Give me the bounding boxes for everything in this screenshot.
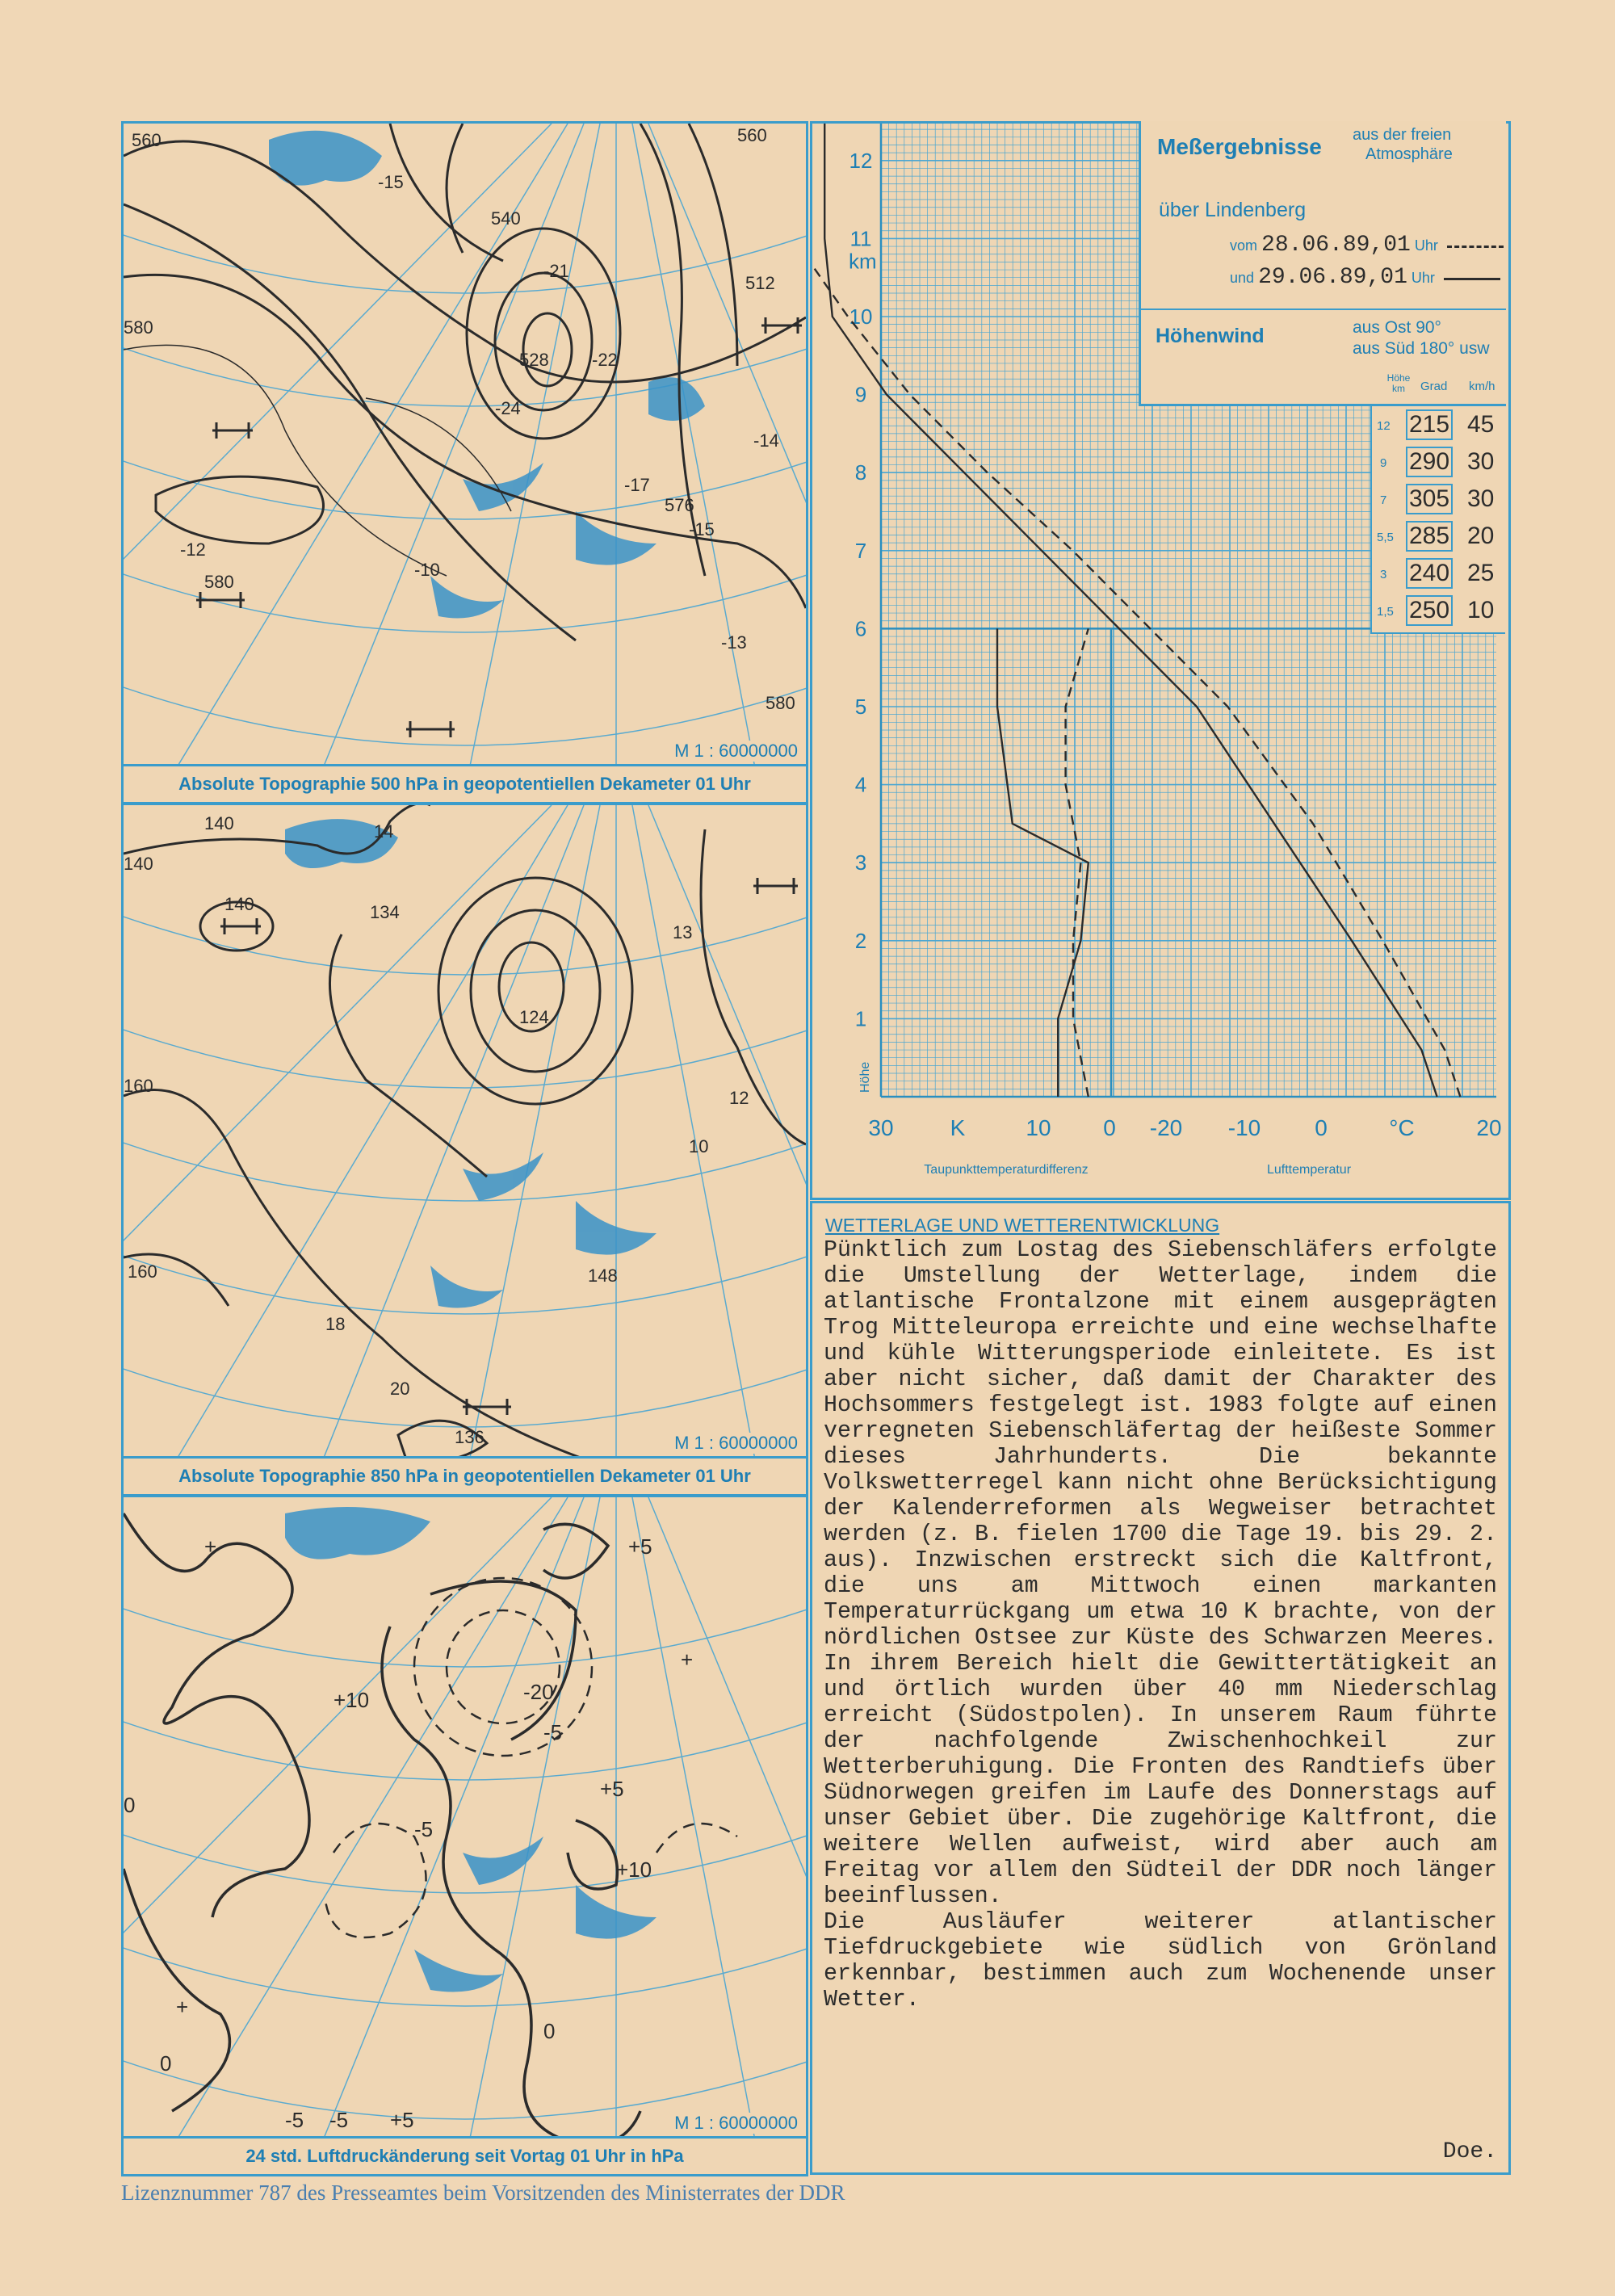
legend-prefix-2: und <box>1230 270 1255 286</box>
map-pressure-change <box>121 1495 808 2176</box>
map-pressure-change-label: -20 <box>523 1680 554 1704</box>
y-tick-label: 6 <box>854 616 867 641</box>
legend-solid-line <box>1444 278 1500 280</box>
map-pressure-change-label: +5 <box>600 1777 624 1801</box>
wind-speed: 10 <box>1467 597 1495 623</box>
map-850hpa-label: 148 <box>588 1266 618 1286</box>
x-tick-label: 0 <box>1103 1115 1116 1140</box>
map-850hpa <box>121 803 808 1496</box>
map-850hpa-label: 20 <box>390 1379 410 1399</box>
info-header-2b: Atmosphäre <box>1365 145 1453 163</box>
wind-height: 5,5 <box>1377 531 1394 544</box>
wind-speed: 45 <box>1467 411 1495 438</box>
weather-title: WETTERLAGE UND WETTERENTWICKLUNG <box>825 1215 1220 1236</box>
license-footer: Lizenznummer 787 des Presseamtes beim Vorsitzenden des Ministerrates der DDR <box>121 2181 845 2205</box>
wind-col-deg: Grad <box>1420 380 1448 393</box>
map-pressure-change-label: +5 <box>390 2108 414 2132</box>
map-850hpa-caption: Absolute Topographie 850 hPa in geopotentiellen Dekameter 01 Uhr <box>124 1456 806 1494</box>
map-pressure-change-drawing <box>124 1497 806 2174</box>
y-axis-title: Höhe <box>858 1061 872 1093</box>
y-axis-unit: km <box>849 249 877 274</box>
map-850hpa-label: 12 <box>729 1088 749 1108</box>
map-500hpa-label: 560 <box>737 125 767 145</box>
map-pressure-change-caption: 24 std. Luftdruckänderung seit Vortag 01 Uhr in hPa <box>124 2136 806 2174</box>
wind-height: 1,5 <box>1377 605 1394 619</box>
info-divider <box>1141 309 1506 310</box>
map-850hpa-label: 124 <box>519 1007 549 1027</box>
weather-text-panel <box>810 1201 1511 2175</box>
wind-row <box>1372 406 1505 443</box>
wind-col-speed: km/h <box>1469 380 1495 393</box>
legend-row-1 <box>1230 233 1504 258</box>
map-pressure-change-label: 0 <box>160 2051 172 2076</box>
legend-date-1: 28.06.89,01 <box>1261 233 1411 258</box>
map-500hpa-label: 580 <box>204 572 234 592</box>
wind-degree: 285 <box>1406 521 1453 552</box>
legend-unit-1: Uhr <box>1414 237 1438 254</box>
wind-row <box>1372 518 1505 555</box>
map-pressure-change-label: -5 <box>285 2108 304 2132</box>
y-tick-label: 7 <box>854 538 867 563</box>
info-header-1: Meßergebnisse <box>1157 134 1322 159</box>
wind-degree: 215 <box>1406 409 1453 440</box>
map-pressure-change-scale: M 1 : 60000000 <box>671 2113 801 2134</box>
wind-speed: 30 <box>1467 485 1495 512</box>
map-500hpa-label: -15 <box>689 519 715 539</box>
map-500hpa-label: 540 <box>491 208 521 229</box>
map-pressure-change-label: + <box>176 1995 189 2019</box>
wind-height: 12 <box>1377 419 1391 433</box>
map-850hpa-label: 140 <box>224 894 254 914</box>
wind-speed: 30 <box>1467 448 1495 475</box>
wind-header: Höhenwind <box>1156 325 1265 347</box>
x-tick-label: -10 <box>1227 1115 1261 1140</box>
map-500hpa-label: -24 <box>495 398 521 418</box>
legend-prefix-1: vom <box>1230 237 1258 254</box>
map-pressure-change-label: -5 <box>414 1817 434 1841</box>
map-500hpa-drawing <box>124 124 806 802</box>
map-850hpa-label: 18 <box>325 1314 346 1334</box>
map-850hpa-label: 140 <box>124 854 153 874</box>
wind-degree: 290 <box>1406 447 1453 477</box>
y-tick-label: 4 <box>854 772 867 797</box>
wind-row <box>1372 481 1505 518</box>
legend-row-2 <box>1230 265 1500 290</box>
weather-body-paragraph-2: Die Ausläufer weiterer atlantischer Tiefdruckgebiete wie südlich von Grönland erkennbar, bestimmen auch zum Wochenende unser Wetter. <box>824 1909 1497 2013</box>
legend-dashed-line <box>1447 246 1504 248</box>
map-500hpa-label: -12 <box>180 539 206 560</box>
y-tick-label: 2 <box>854 928 867 953</box>
info-header-2a: aus der freien <box>1353 126 1452 144</box>
map-500hpa-label: -21 <box>543 261 569 281</box>
map-pressure-change-label: 0 <box>543 2019 556 2043</box>
map-850hpa-label: 136 <box>455 1427 484 1447</box>
map-850hpa-drawing <box>124 805 806 1494</box>
map-pressure-change-label: + <box>204 1534 217 1559</box>
map-500hpa-label: 576 <box>665 495 694 515</box>
x-tick-label: 30 <box>868 1115 894 1140</box>
y-tick-label: 5 <box>854 695 867 719</box>
wind-table <box>1370 406 1505 634</box>
weather-signature: Doe. <box>1442 2139 1497 2164</box>
map-500hpa-label: 580 <box>124 317 153 338</box>
map-500hpa-caption: Absolute Topographie 500 hPa in geopotentiellen Dekameter 01 Uhr <box>124 764 806 802</box>
x-tick-label: 0 <box>1315 1115 1328 1140</box>
wind-height: 9 <box>1380 456 1387 470</box>
map-pressure-change-label: +10 <box>616 1857 652 1882</box>
map-850hpa-label: 134 <box>370 902 400 922</box>
info-station: über Lindenberg <box>1159 199 1307 221</box>
map-850hpa-label: 160 <box>124 1076 153 1096</box>
x-tick-label: 10 <box>1026 1115 1051 1140</box>
y-tick-label: 3 <box>854 850 867 875</box>
wind-row <box>1372 443 1505 481</box>
map-850hpa-label: 10 <box>689 1136 709 1156</box>
map-500hpa-label: -14 <box>753 430 779 451</box>
map-850hpa-label: 160 <box>128 1261 157 1282</box>
map-850hpa-label: 14 <box>374 821 394 842</box>
map-pressure-change-label: -5 <box>543 1720 563 1744</box>
y-tick-label: 12 <box>849 148 873 173</box>
wind-col-height: Höhe km <box>1386 372 1411 394</box>
wind-row <box>1372 555 1505 592</box>
map-850hpa-label: 13 <box>673 922 693 942</box>
map-500hpa-label: -15 <box>378 172 404 192</box>
y-tick-label: 1 <box>854 1006 867 1031</box>
map-500hpa-label: -17 <box>624 475 650 495</box>
wind-speed: 20 <box>1467 523 1495 549</box>
wind-height: 7 <box>1380 493 1387 507</box>
map-500hpa <box>121 121 808 804</box>
y-tick-label: 10 <box>849 304 873 329</box>
map-500hpa-label: -22 <box>592 350 618 370</box>
map-pressure-change-label: +10 <box>333 1688 370 1712</box>
wind-height: 3 <box>1380 568 1387 581</box>
map-500hpa-label: -13 <box>721 632 747 653</box>
x-tick-label: K <box>950 1115 966 1140</box>
map-500hpa-scale: M 1 : 60000000 <box>671 741 801 762</box>
map-500hpa-label: 512 <box>745 273 775 293</box>
sounding-info-box <box>1139 121 1506 406</box>
x-tick-label: 20 <box>1476 1115 1502 1140</box>
y-tick-label: 8 <box>854 460 867 485</box>
wind-degree: 250 <box>1406 595 1453 626</box>
x-axis-title-right: Lufttemperatur <box>1266 1163 1352 1177</box>
map-pressure-change-label: -5 <box>329 2108 349 2132</box>
map-500hpa-label: -10 <box>414 560 440 580</box>
weather-body <box>824 1237 1497 2013</box>
map-500hpa-label: 528 <box>519 350 549 370</box>
map-pressure-change-label: + <box>681 1647 694 1672</box>
wind-degree: 305 <box>1406 484 1453 514</box>
x-tick-label: -20 <box>1149 1115 1183 1140</box>
legend-unit-2: Uhr <box>1411 270 1435 286</box>
x-axis-title-left: Taupunkttemperaturdifferenz <box>924 1163 1089 1177</box>
map-500hpa-label: 560 <box>132 130 162 150</box>
legend-date-2: 29.06.89,01 <box>1258 265 1407 290</box>
weather-body-paragraph-1: Pünktlich zum Lostag des Siebenschläfers erfolgte die Umstellung der Wetterlage, indem die atlantische Frontalzone mit einem ausgeprägten Trog Mitteleuropa erreichte und eine wechselhafte und kühle Witterungsperiode einleitete. Es ist aber nicht sicher, daß damit der Charakter des Hochsommers festgelegt ist. 1983 folgte auf einen verregneten Siebenschläfertag der heißeste Sommer dieses Jahrhunderts. Die bekannte Volkswetterregel kann nicht ohne Berücksichtigung der Kalenderreformen als Wegweiser betrachtet werden (z. B. fielen 1700 die Tage 19. bis 29. 2. aus). Inzwischen erstreckt sich die Kaltfront, die uns am Mittwoch einen markanten Temperaturrückgang um etwa 10 K brachte, von der nördlichen Ostsee zur Küste des Schwarzen Meeres. In ihrem Bereich hielt die Gewittertätigkeit an und örtlich wurden über 40 mm Niederschlag erreicht (Südostpolen). In unserem Raum führte der nachfolgende Zwischenhochkeil zur Wetterberuhigung. Die Fronten des Randtiefs über Südnorwegen greifen im Laufe des Donnerstags auf unser Gebiet über. Die zugehörige Kaltfront, die weitere Wellen aufweist, wird aber auch am Freitag vor allem den Südteil der DDR noch länger beeinflussen. <box>824 1237 1497 1909</box>
y-tick-label: 9 <box>854 382 867 407</box>
wind-degree: 240 <box>1406 558 1453 589</box>
map-pressure-change-label: +5 <box>628 1534 652 1559</box>
map-500hpa-label: 580 <box>766 693 795 713</box>
map-850hpa-label: 140 <box>204 813 234 833</box>
wind-row <box>1372 592 1505 629</box>
map-850hpa-scale: M 1 : 60000000 <box>671 1433 801 1454</box>
wind-south: aus Süd 180° usw <box>1353 339 1490 358</box>
x-tick-label: °C <box>1389 1115 1415 1140</box>
wind-east: aus Ost 90° <box>1353 318 1441 337</box>
wind-speed: 25 <box>1467 560 1495 586</box>
y-tick-label: 11 <box>849 226 872 251</box>
map-pressure-change-label: 0 <box>124 1793 136 1817</box>
